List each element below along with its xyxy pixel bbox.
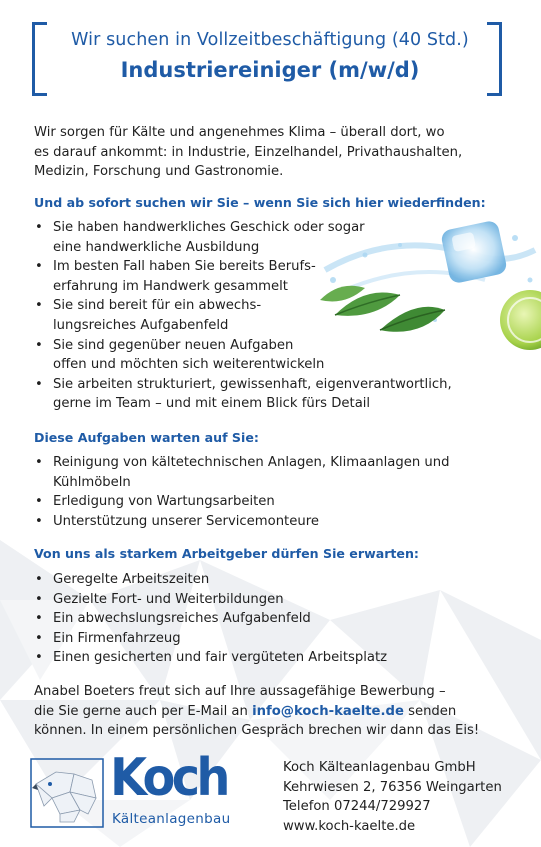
contact-block bbox=[283, 758, 502, 836]
profile-list bbox=[34, 218, 484, 414]
intro-paragraph bbox=[34, 123, 504, 182]
email-link[interactable]: info@koch-kaelte.de bbox=[252, 703, 404, 719]
list-item: • Unterstützung unserer Servicemonteure bbox=[34, 512, 494, 532]
outro-line: die Sie gerne auch per E-Mail an info@koch-kaelte.de senden bbox=[34, 703, 457, 719]
intro-line: Wir sorgen für Kälte und angenehmes Klima – überall dort, wo bbox=[34, 125, 445, 140]
job-intro-line: Wir suchen in Vollzeitbeschäftigung (40 Std.) bbox=[71, 30, 469, 50]
list-item: • Geregelte Arbeitszeiten bbox=[34, 570, 494, 590]
logo-subtitle: Kälteanlagenbau bbox=[112, 811, 231, 827]
list-item: • Sie haben handwerkliches Geschick oder sogar eine handwerkliche Ausbildung bbox=[34, 218, 484, 257]
job-title: Industriereiniger (m/w/d) bbox=[120, 58, 420, 82]
list-item: • Ein Firmenfahrzeug bbox=[34, 629, 494, 649]
polar-bear-logo-icon bbox=[30, 758, 104, 828]
company-name: Koch Kälteanlagenbau GmbH bbox=[283, 760, 476, 775]
company-website[interactable]: www.koch-kaelte.de bbox=[283, 818, 416, 834]
company-address: Kehrwiesen 2, 76356 Weingarten bbox=[283, 779, 502, 795]
section-heading-profile: Und ab sofort suchen wir Sie – wenn Sie sich hier wiederfinden: bbox=[34, 195, 486, 210]
application-paragraph bbox=[34, 682, 514, 741]
section-heading-benefits: Von uns als starkem Arbeitgeber dürfen Sie erwarten: bbox=[34, 546, 419, 561]
tasks-list bbox=[34, 453, 494, 531]
outro-line: können. In einem persönlichen Gespräch brechen wir dann das Eis! bbox=[34, 723, 480, 738]
list-item: • Ein abwechslungsreiches Aufgabenfeld bbox=[34, 609, 494, 629]
list-item: • Erledigung von Wartungsarbeiten bbox=[34, 492, 494, 512]
koch-brand-logo: Koch bbox=[110, 748, 227, 808]
intro-line: es darauf ankommt: in Industrie, Einzelhandel, Privathaushalten, bbox=[34, 144, 463, 160]
list-item: • Sie arbeiten strukturiert, gewissenhaft, eigenverantwortlich, gerne im Team – und mit einem Blick fürs Detail bbox=[34, 375, 484, 414]
list-item: • Reinigung von kältetechnischen Anlagen, Klimaanlagen und Kühlmöbeln bbox=[34, 453, 494, 492]
right-bracket bbox=[487, 22, 502, 96]
list-item: • Gezielte Fort- und Weiterbildungen bbox=[34, 590, 494, 610]
left-bracket bbox=[32, 22, 47, 96]
list-item: • Im besten Fall haben Sie bereits Berufs- erfahrung im Handwerk gesammelt bbox=[34, 257, 484, 296]
section-heading-tasks: Diese Aufgaben warten auf Sie: bbox=[34, 430, 259, 445]
list-item: • Sie sind bereit für ein abwechs- lungsreiches Aufgabenfeld bbox=[34, 296, 484, 335]
intro-line: Medizin, Forschung und Gastronomie. bbox=[34, 164, 284, 179]
list-item: • Einen gesicherten und fair vergüteten Arbeitsplatz bbox=[34, 648, 494, 668]
benefits-list bbox=[34, 570, 494, 668]
company-phone: Telefon 07244/729927 bbox=[283, 799, 431, 814]
outro-line: Anabel Boeters freut sich auf Ihre aussagefähige Bewerbung – bbox=[34, 684, 446, 699]
list-item: • Sie sind gegenüber neuen Aufgaben offen und möchten sich weiterentwickeln bbox=[34, 336, 484, 375]
